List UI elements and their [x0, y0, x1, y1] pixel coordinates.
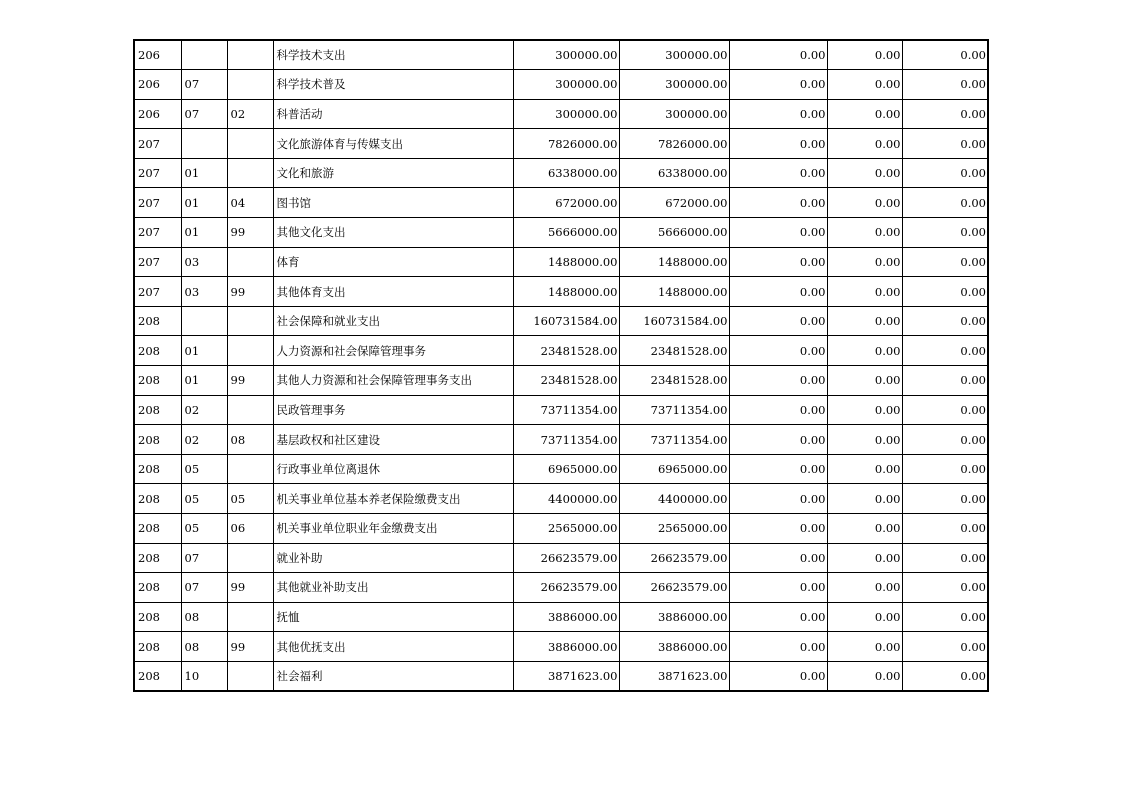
table-row	[134, 336, 988, 366]
table-row	[134, 99, 988, 129]
amount-cell-5: 0.00	[902, 277, 988, 307]
section-code-cell: 05	[181, 454, 227, 484]
class-code-cell: 208	[134, 602, 181, 632]
amount-cell-1: 672000.00	[513, 188, 619, 218]
amount-cell-4: 0.00	[827, 484, 902, 514]
amount-cell-4: 0.00	[827, 277, 902, 307]
subject-name-cell: 其他就业补助支出	[273, 573, 513, 603]
amount-cell-1: 73711354.00	[513, 425, 619, 455]
amount-cell-4: 0.00	[827, 158, 902, 188]
section-code-cell	[181, 129, 227, 159]
table-row	[134, 484, 988, 514]
table-body	[134, 40, 988, 691]
table-row	[134, 425, 988, 455]
amount-cell-5: 0.00	[902, 573, 988, 603]
amount-cell-4: 0.00	[827, 602, 902, 632]
item-code-cell	[227, 247, 273, 277]
section-code-cell: 07	[181, 573, 227, 603]
section-code-cell	[181, 306, 227, 336]
table-row	[134, 188, 988, 218]
item-code-cell: 04	[227, 188, 273, 218]
subject-name-cell: 其他优抚支出	[273, 632, 513, 662]
table-row	[134, 632, 988, 662]
amount-cell-4: 0.00	[827, 573, 902, 603]
subject-name-cell: 其他文化支出	[273, 218, 513, 248]
amount-cell-4: 0.00	[827, 425, 902, 455]
amount-cell-2: 3886000.00	[619, 632, 729, 662]
item-code-cell	[227, 336, 273, 366]
subject-name-cell: 科学技术普及	[273, 70, 513, 100]
amount-cell-3: 0.00	[729, 602, 827, 632]
item-code-cell	[227, 306, 273, 336]
amount-cell-2: 2565000.00	[619, 514, 729, 544]
amount-cell-1: 4400000.00	[513, 484, 619, 514]
subject-name-cell: 社会保障和就业支出	[273, 306, 513, 336]
class-code-cell: 208	[134, 632, 181, 662]
table-row	[134, 573, 988, 603]
subject-name-cell: 抚恤	[273, 602, 513, 632]
class-code-cell: 208	[134, 484, 181, 514]
subject-name-cell: 社会福利	[273, 661, 513, 691]
amount-cell-4: 0.00	[827, 188, 902, 218]
section-code-cell: 07	[181, 543, 227, 573]
amount-cell-3: 0.00	[729, 632, 827, 662]
amount-cell-5: 0.00	[902, 661, 988, 691]
amount-cell-2: 6338000.00	[619, 158, 729, 188]
section-code-cell: 08	[181, 602, 227, 632]
item-code-cell: 99	[227, 277, 273, 307]
amount-cell-2: 4400000.00	[619, 484, 729, 514]
amount-cell-2: 26623579.00	[619, 573, 729, 603]
amount-cell-5: 0.00	[902, 366, 988, 396]
amount-cell-3: 0.00	[729, 543, 827, 573]
class-code-cell: 208	[134, 454, 181, 484]
amount-cell-5: 0.00	[902, 454, 988, 484]
table-row	[134, 366, 988, 396]
item-code-cell	[227, 602, 273, 632]
amount-cell-4: 0.00	[827, 454, 902, 484]
amount-cell-2: 7826000.00	[619, 129, 729, 159]
amount-cell-2: 6965000.00	[619, 454, 729, 484]
section-code-cell	[181, 40, 227, 70]
table-row	[134, 514, 988, 544]
amount-cell-5: 0.00	[902, 218, 988, 248]
table-row	[134, 218, 988, 248]
item-code-cell: 05	[227, 484, 273, 514]
class-code-cell: 207	[134, 218, 181, 248]
section-code-cell: 01	[181, 188, 227, 218]
subject-name-cell: 科普活动	[273, 99, 513, 129]
item-code-cell: 99	[227, 366, 273, 396]
amount-cell-5: 0.00	[902, 158, 988, 188]
subject-name-cell: 科学技术支出	[273, 40, 513, 70]
amount-cell-4: 0.00	[827, 632, 902, 662]
amount-cell-2: 300000.00	[619, 99, 729, 129]
amount-cell-3: 0.00	[729, 336, 827, 366]
section-code-cell: 01	[181, 218, 227, 248]
amount-cell-1: 7826000.00	[513, 129, 619, 159]
subject-name-cell: 文化和旅游	[273, 158, 513, 188]
section-code-cell: 05	[181, 484, 227, 514]
amount-cell-3: 0.00	[729, 661, 827, 691]
subject-name-cell: 机关事业单位基本养老保险缴费支出	[273, 484, 513, 514]
amount-cell-2: 1488000.00	[619, 247, 729, 277]
amount-cell-5: 0.00	[902, 247, 988, 277]
amount-cell-5: 0.00	[902, 514, 988, 544]
class-code-cell: 208	[134, 573, 181, 603]
amount-cell-5: 0.00	[902, 99, 988, 129]
amount-cell-2: 73711354.00	[619, 425, 729, 455]
subject-name-cell: 民政管理事务	[273, 395, 513, 425]
subject-name-cell: 文化旅游体育与传媒支出	[273, 129, 513, 159]
amount-cell-2: 1488000.00	[619, 277, 729, 307]
amount-cell-1: 1488000.00	[513, 277, 619, 307]
amount-cell-3: 0.00	[729, 247, 827, 277]
class-code-cell: 207	[134, 247, 181, 277]
class-code-cell: 208	[134, 336, 181, 366]
subject-name-cell: 其他体育支出	[273, 277, 513, 307]
item-code-cell	[227, 70, 273, 100]
amount-cell-3: 0.00	[729, 277, 827, 307]
amount-cell-2: 5666000.00	[619, 218, 729, 248]
table-row	[134, 602, 988, 632]
amount-cell-1: 26623579.00	[513, 573, 619, 603]
amount-cell-4: 0.00	[827, 366, 902, 396]
item-code-cell: 99	[227, 218, 273, 248]
amount-cell-1: 2565000.00	[513, 514, 619, 544]
section-code-cell: 01	[181, 366, 227, 396]
section-code-cell: 10	[181, 661, 227, 691]
amount-cell-1: 300000.00	[513, 70, 619, 100]
amount-cell-1: 300000.00	[513, 40, 619, 70]
amount-cell-3: 0.00	[729, 99, 827, 129]
class-code-cell: 206	[134, 40, 181, 70]
class-code-cell: 208	[134, 514, 181, 544]
item-code-cell: 08	[227, 425, 273, 455]
table-row	[134, 543, 988, 573]
section-code-cell: 03	[181, 277, 227, 307]
amount-cell-3: 0.00	[729, 454, 827, 484]
amount-cell-2: 26623579.00	[619, 543, 729, 573]
section-code-cell: 01	[181, 336, 227, 366]
item-code-cell	[227, 395, 273, 425]
subject-name-cell: 人力资源和社会保障管理事务	[273, 336, 513, 366]
section-code-cell: 01	[181, 158, 227, 188]
item-code-cell	[227, 454, 273, 484]
table-row	[134, 129, 988, 159]
item-code-cell	[227, 543, 273, 573]
amount-cell-4: 0.00	[827, 129, 902, 159]
amount-cell-5: 0.00	[902, 70, 988, 100]
item-code-cell	[227, 661, 273, 691]
amount-cell-2: 672000.00	[619, 188, 729, 218]
budget-table	[133, 39, 989, 692]
item-code-cell	[227, 158, 273, 188]
section-code-cell: 05	[181, 514, 227, 544]
amount-cell-2: 3886000.00	[619, 602, 729, 632]
amount-cell-5: 0.00	[902, 336, 988, 366]
subject-name-cell: 体育	[273, 247, 513, 277]
amount-cell-1: 160731584.00	[513, 306, 619, 336]
class-code-cell: 206	[134, 99, 181, 129]
amount-cell-2: 160731584.00	[619, 306, 729, 336]
amount-cell-5: 0.00	[902, 632, 988, 662]
amount-cell-3: 0.00	[729, 395, 827, 425]
amount-cell-4: 0.00	[827, 70, 902, 100]
amount-cell-4: 0.00	[827, 218, 902, 248]
amount-cell-5: 0.00	[902, 602, 988, 632]
table-row	[134, 70, 988, 100]
amount-cell-1: 23481528.00	[513, 336, 619, 366]
table-row	[134, 395, 988, 425]
amount-cell-1: 300000.00	[513, 99, 619, 129]
section-code-cell: 07	[181, 70, 227, 100]
amount-cell-5: 0.00	[902, 425, 988, 455]
class-code-cell: 208	[134, 306, 181, 336]
amount-cell-4: 0.00	[827, 543, 902, 573]
amount-cell-2: 300000.00	[619, 40, 729, 70]
amount-cell-1: 3871623.00	[513, 661, 619, 691]
class-code-cell: 208	[134, 661, 181, 691]
amount-cell-1: 23481528.00	[513, 366, 619, 396]
item-code-cell: 06	[227, 514, 273, 544]
section-code-cell: 08	[181, 632, 227, 662]
class-code-cell: 207	[134, 129, 181, 159]
amount-cell-4: 0.00	[827, 661, 902, 691]
amount-cell-2: 300000.00	[619, 70, 729, 100]
table-row	[134, 40, 988, 70]
amount-cell-1: 5666000.00	[513, 218, 619, 248]
class-code-cell: 207	[134, 188, 181, 218]
amount-cell-1: 26623579.00	[513, 543, 619, 573]
subject-name-cell: 图书馆	[273, 188, 513, 218]
item-code-cell	[227, 40, 273, 70]
amount-cell-3: 0.00	[729, 306, 827, 336]
amount-cell-3: 0.00	[729, 514, 827, 544]
class-code-cell: 208	[134, 366, 181, 396]
subject-name-cell: 基层政权和社区建设	[273, 425, 513, 455]
table-row	[134, 306, 988, 336]
amount-cell-3: 0.00	[729, 158, 827, 188]
amount-cell-5: 0.00	[902, 40, 988, 70]
amount-cell-4: 0.00	[827, 306, 902, 336]
amount-cell-5: 0.00	[902, 543, 988, 573]
item-code-cell: 02	[227, 99, 273, 129]
class-code-cell: 208	[134, 395, 181, 425]
class-code-cell: 206	[134, 70, 181, 100]
amount-cell-5: 0.00	[902, 395, 988, 425]
amount-cell-5: 0.00	[902, 484, 988, 514]
item-code-cell: 99	[227, 573, 273, 603]
amount-cell-3: 0.00	[729, 366, 827, 396]
section-code-cell: 02	[181, 395, 227, 425]
amount-cell-1: 3886000.00	[513, 632, 619, 662]
class-code-cell: 207	[134, 277, 181, 307]
class-code-cell: 207	[134, 158, 181, 188]
table-row	[134, 247, 988, 277]
amount-cell-3: 0.00	[729, 188, 827, 218]
amount-cell-3: 0.00	[729, 425, 827, 455]
amount-cell-2: 3871623.00	[619, 661, 729, 691]
amount-cell-3: 0.00	[729, 70, 827, 100]
amount-cell-2: 73711354.00	[619, 395, 729, 425]
class-code-cell: 208	[134, 543, 181, 573]
amount-cell-1: 6965000.00	[513, 454, 619, 484]
amount-cell-4: 0.00	[827, 99, 902, 129]
amount-cell-3: 0.00	[729, 573, 827, 603]
amount-cell-5: 0.00	[902, 306, 988, 336]
amount-cell-1: 73711354.00	[513, 395, 619, 425]
amount-cell-3: 0.00	[729, 129, 827, 159]
amount-cell-4: 0.00	[827, 395, 902, 425]
item-code-cell: 99	[227, 632, 273, 662]
amount-cell-3: 0.00	[729, 40, 827, 70]
amount-cell-5: 0.00	[902, 129, 988, 159]
amount-cell-3: 0.00	[729, 484, 827, 514]
subject-name-cell: 就业补助	[273, 543, 513, 573]
amount-cell-4: 0.00	[827, 247, 902, 277]
amount-cell-1: 1488000.00	[513, 247, 619, 277]
section-code-cell: 03	[181, 247, 227, 277]
table-row	[134, 661, 988, 691]
subject-name-cell: 行政事业单位离退休	[273, 454, 513, 484]
table-row	[134, 158, 988, 188]
amount-cell-5: 0.00	[902, 188, 988, 218]
amount-cell-4: 0.00	[827, 40, 902, 70]
table-row	[134, 454, 988, 484]
amount-cell-3: 0.00	[729, 218, 827, 248]
amount-cell-4: 0.00	[827, 336, 902, 366]
amount-cell-1: 6338000.00	[513, 158, 619, 188]
table-row	[134, 277, 988, 307]
amount-cell-2: 23481528.00	[619, 366, 729, 396]
section-code-cell: 02	[181, 425, 227, 455]
item-code-cell	[227, 129, 273, 159]
amount-cell-2: 23481528.00	[619, 336, 729, 366]
subject-name-cell: 其他人力资源和社会保障管理事务支出	[273, 366, 513, 396]
amount-cell-4: 0.00	[827, 514, 902, 544]
section-code-cell: 07	[181, 99, 227, 129]
amount-cell-1: 3886000.00	[513, 602, 619, 632]
subject-name-cell: 机关事业单位职业年金缴费支出	[273, 514, 513, 544]
class-code-cell: 208	[134, 425, 181, 455]
